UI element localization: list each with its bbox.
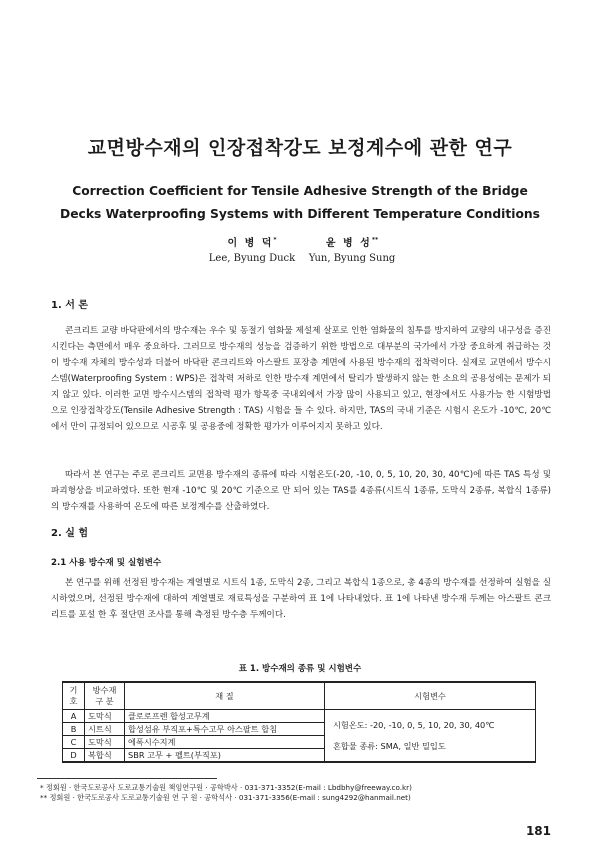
title-en-line-1: Correction Coefficient for Tensile Adhesive Strength of the Bridge	[72, 184, 528, 198]
section-1-paragraph-1-text: 콘크리트 교량 바닥판에서의 방수재는 우수 및 동절기 염화물 제설제 살포로 인한 염화물의 침투를 방지하여 교량의 내구성을 증진시킨다는 측면에서 매우 중요하다. 그러므로 방수재의 성능을 검증하기 위한 방법으로 대부분의 국가에서 가장 중요하게 취급하는 것이 방수재 자체의 방수성과 더불어 바닥판 콘크리트와 아스팔트 포장층 계면에 사용된 방수재의 접착력이다. 실제로 교면에서 방수시스템(Waterproofing System : WPS)은 접착력 저하로 인한 방수재 계면에서 탈리가 발생하지 않는 한 소요의 공용성에는 문제가 되지 않고 있다. 이러한 교면 방수시스템의 접착력 평가 항목중 국내외에서 가장 많이 사용되고 있고, 현장에서도 사용가능 한 시험방법으로 인장접착강도(Tensile Adhesive Strength : TAS) 시험을 들 수 있다. 하지만, TAS의 국내 기준은 시험시 온도가 -10℃, 20℃에서 만이 규정되어 있으므로 시공후 및 공용중에 정확한 평가가 이루어지지 못하고 있다.	[51, 326, 551, 432]
mixture-types: 혼합물 종류: SMA, 일반 밀입도	[333, 740, 446, 751]
row-a-type: 도막식	[85, 710, 125, 723]
table-header-row	[63, 682, 536, 710]
test-temperatures: 시험온도: -20, -10, 0, 5, 10, 20, 30, 40℃	[333, 719, 495, 730]
row-d-code: D	[63, 749, 85, 763]
author-2-mark: **	[371, 236, 379, 244]
row-d-type: 복합식	[85, 749, 125, 763]
section-1-heading: 1. 서 론	[51, 300, 89, 311]
footnote-1: * 정회원 · 한국도로공사 도로교통기술원 책임연구원 · 공학박사 · 031-371-3352(E-mail : Lbdbhy@freeway.co.kr)	[40, 783, 412, 792]
section-1-paragraph-1	[51, 323, 551, 435]
footnote-rule	[37, 778, 217, 779]
author-2	[282, 234, 422, 264]
row-c-code: C	[63, 736, 85, 749]
row-a-code: A	[63, 710, 85, 723]
section-2-heading: 2. 실 험	[51, 528, 89, 539]
table-1	[62, 681, 536, 763]
paper-title-korean: 교면방수재의 인장접착강도 보정계수에 관한 연구	[87, 137, 513, 159]
row-b-type: 시트식	[85, 723, 125, 736]
header-material: 재 질	[125, 682, 325, 710]
row-b-code: B	[63, 723, 85, 736]
section-1-paragraph-2-text: 따라서 본 연구는 주로 콘크리트 교면용 방수재의 종류에 따라 시험온도(-20, -10, 0, 5, 10, 20, 30, 40℃)에 따른 TAS 특성 및 파괴형상을 비교하였다. 또한 현재 -10℃ 및 20℃ 기준으로 만 되어 있는 TAS를 4종류(시트식 1종류, 도막식 2종류, 복합식 1종류)의 방수재를 사용하여 온도에 따른 보정계수를 산출하였다.	[51, 470, 551, 512]
row-c-material: 에폭시수지계	[125, 736, 325, 749]
row-d-material: SBR 고무 + 펠트(부직포)	[125, 749, 325, 763]
row-c-type: 도막식	[85, 736, 125, 749]
row-a-material: 클로로프렌 합성고무계	[125, 710, 325, 723]
author-2-name-ko: 윤 병 성	[325, 238, 372, 249]
section-2-paragraph-1-text: 본 연구를 위해 선정된 방수재는 계열별로 시트식 1종, 도막식 2종, 그리고 복합식 1종으로, 총 4종의 방수재를 선정하여 실험을 실시하였으며, 선정된 방수재에 대하여 계열별로 재료특성을 구분하여 표 1에 나타내었다. 표 1에 나타낸 방수재 두께는 아스팔트 콘크리트를 포설 한 후 절단면 조사를 통해 측정된 방수층 두께이다.	[51, 578, 552, 620]
author-1-mark: *	[273, 236, 277, 244]
test-variables-cell	[325, 710, 536, 763]
row-b-material: 합성섬유 부직포+특수고무 아스팔트 합침	[125, 723, 325, 736]
section-2-paragraph-1	[51, 575, 551, 623]
header-variable: 시험변수	[325, 682, 536, 710]
section-1-paragraph-2	[51, 467, 551, 515]
paper-title-english	[30, 180, 570, 226]
page-number: 181	[525, 824, 551, 838]
header-code: 기 호	[63, 682, 85, 710]
author-1-name-en: Lee, Byung Duck	[208, 253, 296, 264]
table-1-caption: 표 1. 방수재의 종류 및 시험변수	[238, 664, 362, 674]
header-type: 방수재 구 분	[85, 682, 125, 710]
author-1-name-ko: 이 병 덕	[227, 238, 274, 249]
title-en-line-2: Decks Waterproofing Systems with Different Temperature Conditions	[60, 207, 540, 221]
section-2-1-heading: 2.1 사용 방수재 및 실험변수	[51, 558, 162, 568]
author-2-name-en: Yun, Byung Sung	[308, 253, 396, 264]
footnote-2: ** 정회원 · 한국도로공사 도로교통기술원 연 구 원 · 공학석사 · 031-371-3356(E-mail : sung4292@hanmail.net)	[40, 793, 411, 802]
table-row	[63, 710, 536, 723]
